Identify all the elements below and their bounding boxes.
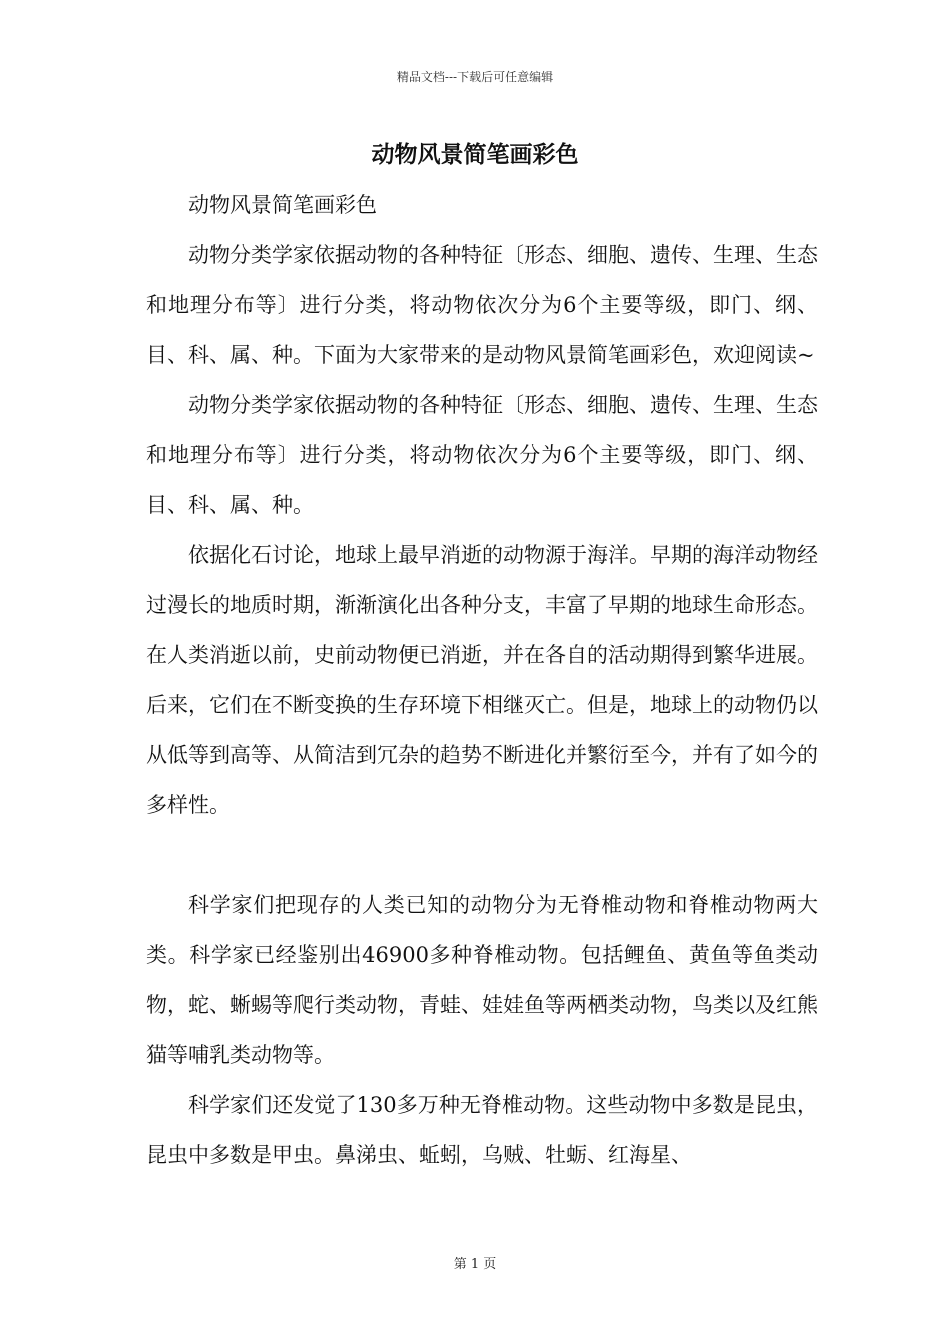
paragraph-subtitle: 动物风景简笔画彩色: [188, 193, 377, 217]
paragraph-classification: 动物分类学家依据动物的各种特征〔形态、细胞、遗传、生理、生态和地理分布等〕进行分类，将动物依次分为6个主要等级，即门、纲、目、科、属、种。: [146, 393, 818, 517]
document-title: 动物风景简笔画彩色: [371, 141, 579, 168]
paragraph-vertebrates: 科学家们把现存的人类已知的动物分为无脊椎动物和脊椎动物两大类。科学家已经鉴别出46900多种脊椎动物。包括鲤鱼、黄鱼等鱼类动物，蛇、蜥蜴等爬行类动物，青蛙、娃娃鱼等两栖类动物，鸟类以及红熊猫等哺乳类动物等。: [146, 893, 818, 1067]
paragraph-invertebrates: 科学家们还发觉了130多万种无脊椎动物。这些动物中多数是昆虫，昆虫中多数是甲虫。鼻涕虫、蚯蚓，乌贼、牡蛎、红海星、: [146, 1093, 818, 1167]
page-number: 第 1 页: [453, 1257, 497, 1272]
page-header-note: 精品文档---下载后可任意编辑: [396, 70, 554, 84]
document-body: [146, 180, 818, 1180]
paragraph-intro: 动物分类学家依据动物的各种特征〔形态、细胞、遗传、生理、生态和地理分布等〕进行分类，将动物依次分为6个主要等级，即门、纲、目、科、属、种。下面为大家带来的是动物风景简笔画彩色，欢迎阅读~: [146, 243, 818, 367]
paragraph-fossil-history: 依据化石讨论，地球上最早消逝的动物源于海洋。早期的海洋动物经过漫长的地质时期，渐渐演化出各种分支，丰富了早期的地球生命形态。在人类消逝以前，史前动物便已消逝，并在各自的活动期得到繁华进展。后来，它们在不断变换的生存环境下相继灭亡。但是，地球上的动物仍以从低等到高等、从简洁到冗杂的趋势不断进化并繁衍至今，并有了如今的多样性。: [146, 543, 818, 817]
